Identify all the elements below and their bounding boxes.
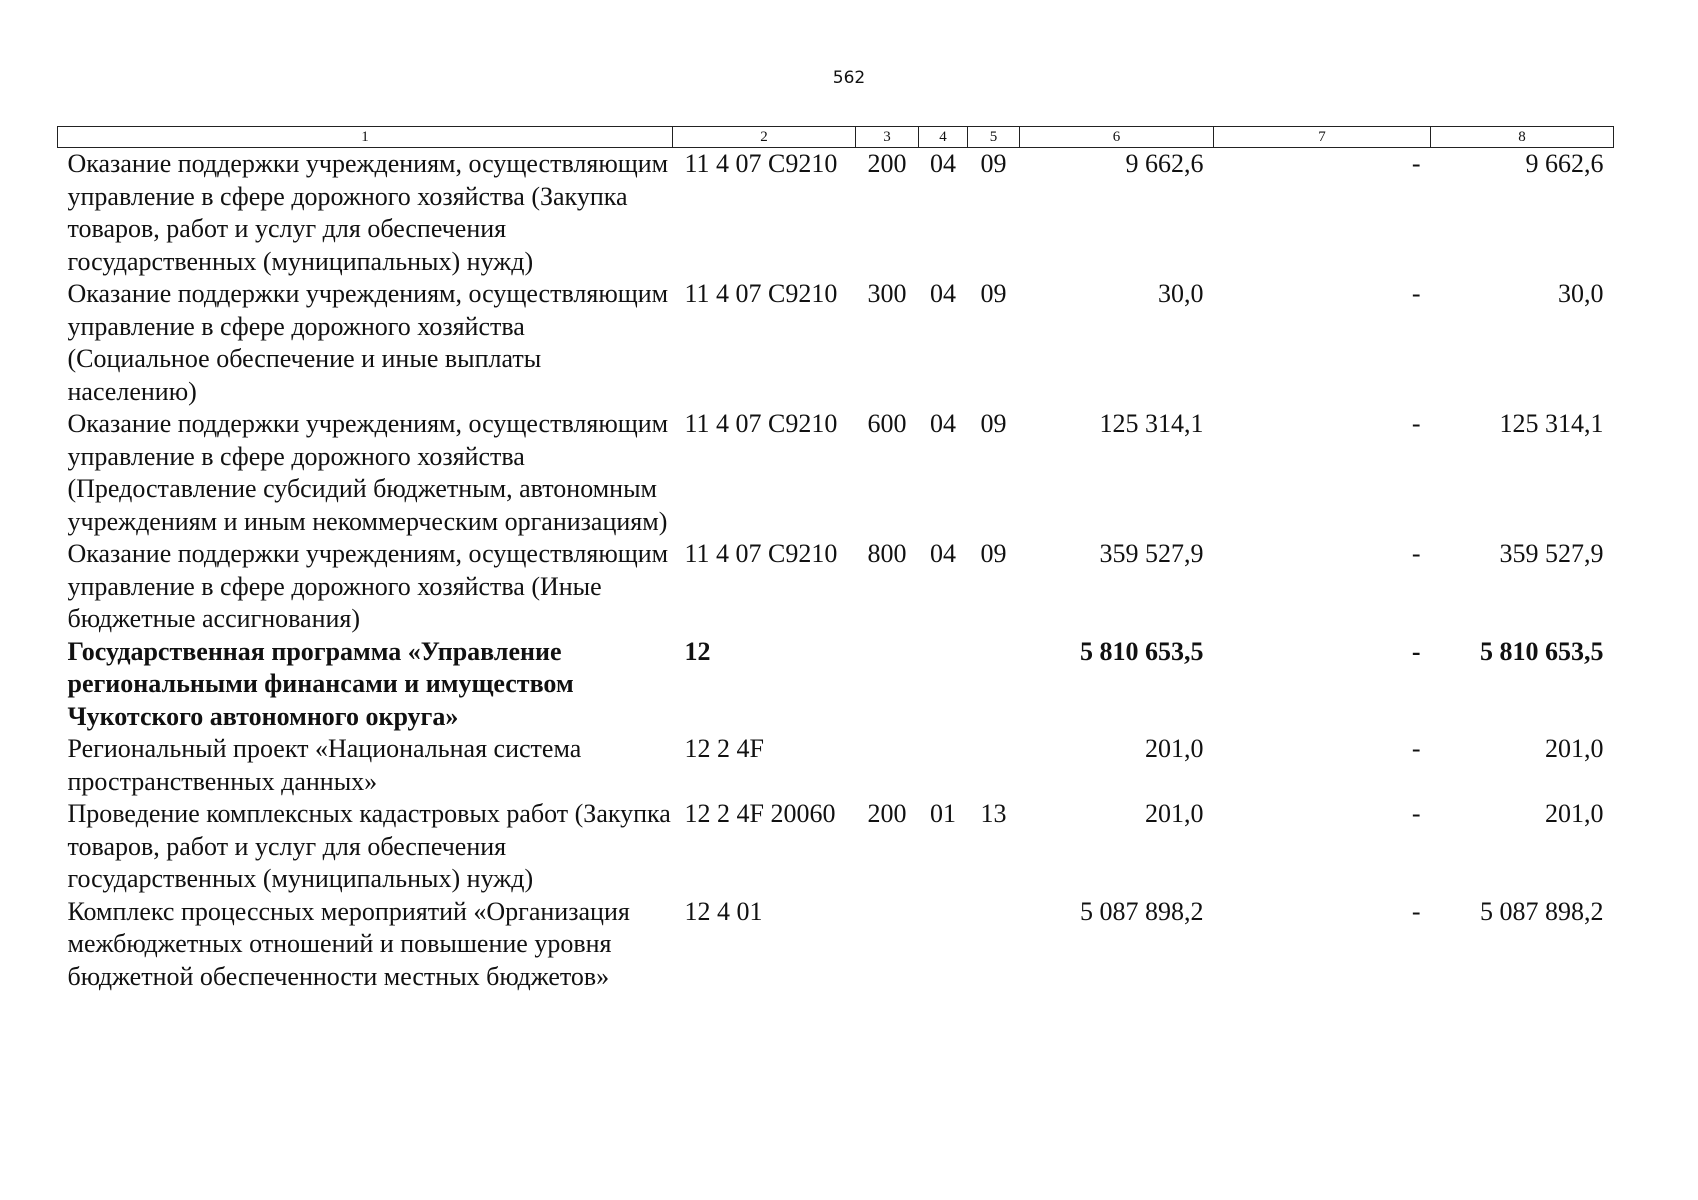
table-row bbox=[58, 278, 1614, 408]
amount-cell: 201,0 bbox=[1145, 734, 1204, 763]
table-row bbox=[58, 148, 1614, 279]
total-cell: 9 662,6 bbox=[1525, 149, 1604, 178]
expense-name-cell: Оказание поддержки учреждениям, осуществляющим управление в сфере дорожного хозяйства (Социальное обеспечение и иные выплаты населению) bbox=[67, 279, 669, 406]
section-cell: 04 bbox=[930, 279, 956, 308]
expense-name-cell: Проведение комплексных кадастровых работ (Закупка товаров, работ и услуг для обеспечения государственных (муниципальных) нужд) bbox=[67, 799, 671, 893]
change-cell: - bbox=[1411, 734, 1421, 763]
section-cell bbox=[919, 636, 968, 734]
total-cell: 359 527,9 bbox=[1499, 539, 1604, 568]
expense-type-cell: 200 bbox=[867, 149, 907, 178]
amount-cell: 359 527,9 bbox=[1099, 539, 1204, 568]
budget-table bbox=[57, 126, 1614, 993]
section-cell bbox=[919, 896, 968, 994]
section-cell: 01 bbox=[930, 799, 956, 828]
expense-name-cell: Оказание поддержки учреждениям, осуществляющим управление в сфере дорожного хозяйства (Закупка товаров, работ и услуг для обеспечения государственных (муниципальных) нужд) bbox=[67, 149, 669, 276]
subsection-cell: 09 bbox=[980, 279, 1007, 308]
expense-name-cell: Государственная программа «Управление региональными финансами и имуществом Чукотского автономного округа» bbox=[67, 636, 574, 731]
table-body bbox=[58, 148, 1614, 994]
total-cell: 5 087 898,2 bbox=[1480, 896, 1604, 926]
expense-type-cell: 800 bbox=[867, 539, 907, 568]
change-cell: - bbox=[1411, 799, 1421, 828]
column-number-header bbox=[58, 127, 1614, 148]
target-code-cell: 11 4 07 С9210 bbox=[684, 149, 838, 178]
section-cell: 04 bbox=[930, 409, 956, 438]
amount-cell: 5 810 653,5 bbox=[1080, 636, 1204, 666]
change-cell: - bbox=[1411, 539, 1421, 568]
column-header: 8 bbox=[1431, 127, 1614, 148]
expense-type-cell: 200 bbox=[867, 799, 907, 828]
table-row bbox=[58, 896, 1614, 994]
column-header: 6 bbox=[1020, 127, 1214, 148]
subsection-cell bbox=[968, 733, 1020, 798]
expense-type-cell bbox=[856, 733, 919, 798]
page-number: 562 bbox=[832, 68, 866, 88]
amount-cell: 5 087 898,2 bbox=[1080, 896, 1204, 926]
total-cell: 5 810 653,5 bbox=[1480, 636, 1604, 666]
target-code-cell: 11 4 07 С9210 bbox=[684, 539, 838, 568]
subsection-cell: 09 bbox=[980, 539, 1007, 568]
expense-name-cell: Оказание поддержки учреждениям, осуществляющим управление в сфере дорожного хозяйства (Иные бюджетные ассигнования) bbox=[67, 539, 669, 633]
change-cell: - bbox=[1411, 409, 1421, 438]
expense-name-cell: Комплекс процессных мероприятий «Организация межбюджетных отношений и повышение уровня бюджетной обеспеченности местных бюджетов» bbox=[67, 896, 630, 991]
table-row bbox=[58, 636, 1614, 734]
table-row bbox=[58, 733, 1614, 798]
change-cell: - bbox=[1411, 896, 1421, 926]
target-code-cell: 12 2 4F 20060 bbox=[684, 799, 836, 828]
expense-name-cell: Оказание поддержки учреждениям, осуществляющим управление в сфере дорожного хозяйства (Предоставление субсидий бюджетным, автономным учреждениям и иным некоммерческим организациям) bbox=[67, 409, 669, 536]
expense-type-cell: 600 bbox=[867, 409, 907, 438]
amount-cell: 125 314,1 bbox=[1099, 409, 1204, 438]
table-row bbox=[58, 538, 1614, 636]
target-code-cell: 11 4 07 С9210 bbox=[684, 279, 838, 308]
change-cell: - bbox=[1411, 636, 1421, 666]
table-row bbox=[58, 798, 1614, 896]
expense-type-cell bbox=[856, 896, 919, 994]
target-code-cell: 12 bbox=[684, 636, 711, 666]
total-cell: 30,0 bbox=[1558, 279, 1604, 308]
column-header: 3 bbox=[856, 127, 919, 148]
amount-cell: 201,0 bbox=[1145, 799, 1204, 828]
column-header: 4 bbox=[919, 127, 968, 148]
column-header: 2 bbox=[673, 127, 856, 148]
column-header: 5 bbox=[968, 127, 1020, 148]
section-cell: 04 bbox=[930, 149, 956, 178]
change-cell: - bbox=[1411, 149, 1421, 178]
amount-cell: 9 662,6 bbox=[1125, 149, 1204, 178]
subsection-cell: 09 bbox=[980, 409, 1007, 438]
expense-type-cell: 300 bbox=[867, 279, 907, 308]
subsection-cell bbox=[968, 636, 1020, 734]
column-header: 7 bbox=[1214, 127, 1431, 148]
subsection-cell: 13 bbox=[980, 799, 1007, 828]
total-cell: 125 314,1 bbox=[1499, 409, 1604, 438]
section-cell bbox=[919, 733, 968, 798]
target-code-cell: 11 4 07 С9210 bbox=[684, 409, 838, 438]
total-cell: 201,0 bbox=[1545, 799, 1604, 828]
subsection-cell bbox=[968, 896, 1020, 994]
section-cell: 04 bbox=[930, 539, 956, 568]
expense-name-cell: Региональный проект «Национальная система пространственных данных» bbox=[67, 734, 582, 796]
subsection-cell: 09 bbox=[980, 149, 1007, 178]
table-row bbox=[58, 408, 1614, 538]
expense-type-cell bbox=[856, 636, 919, 734]
target-code-cell: 12 2 4F bbox=[684, 734, 764, 763]
amount-cell: 30,0 bbox=[1158, 279, 1204, 308]
change-cell: - bbox=[1411, 279, 1421, 308]
column-header: 1 bbox=[58, 127, 673, 148]
target-code-cell: 12 4 01 bbox=[684, 896, 763, 926]
total-cell: 201,0 bbox=[1545, 734, 1604, 763]
